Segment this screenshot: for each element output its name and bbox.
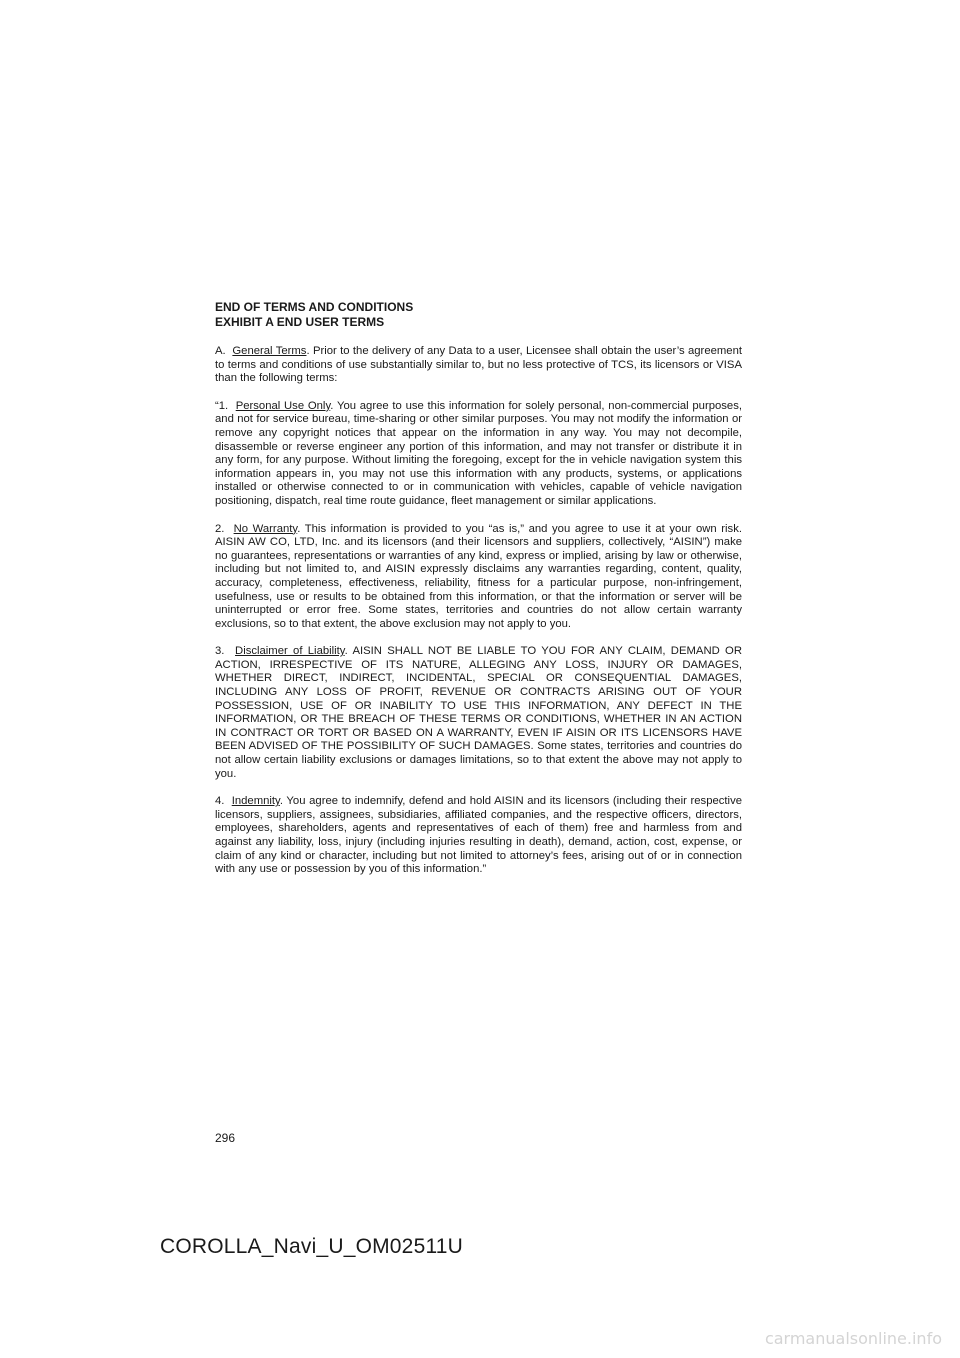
paragraph-indemnity <box>215 795 742 877</box>
paragraph-prefix: 3. <box>215 645 225 658</box>
term-personal-use-only: Personal Use Only <box>235 399 331 412</box>
page-number: 296 <box>215 1131 236 1145</box>
paragraph-no-warranty <box>215 523 742 632</box>
paragraph-text: . You agree to indemnify, defend and hold AISIN and its licensors (including their respective licensors, suppliers, assignees, subsidiaries, affiliated companies, and the respective officers, directors, employees, shareholders, agents and representatives of each of them) free and harmless from and against any liability, loss, injury (including injuries resulting in death), demand, action, cost, expense, or claim of any kind or character, including but not limited to attorney’s fees, arising out of or in connection with any use or possession by you of this information.” <box>215 795 742 876</box>
document-code: COROLLA_Navi_U_OM02511U <box>160 1235 464 1258</box>
paragraph-text: . This information is provided to you “as is,” and you agree to use it at your own risk. AISIN AW CO, LTD, Inc. and its licensors (and their licensors and suppliers, collectively, “AISIN”) make no guarantees, representations or warranties of any kind, express or implied, arising by law or otherwise, including but not limited to, and AISIN expressly disclaims any warranties regarding, content, quality, accuracy, completeness, effectiveness, reliability, fitness for a particular purpose, non-infringement, usefulness, use or results to be obtained from this information, or that the information or server will be uninterrupted or error free. Some states, territories and countries do not allow certain warranty exclusions, so to that extent, the above exclusion may not apply to you. <box>215 522 742 630</box>
paragraph-prefix: 4. <box>215 795 225 808</box>
paragraph-personal-use <box>215 400 742 509</box>
heading-end-of-terms: END OF TERMS AND CONDITIONS <box>215 300 414 314</box>
paragraph-text: . Prior to the delivery of any Data to a user, Licensee shall obtain the user’s agreement to terms and conditions of use substantially similar to, but no less protective of TCS, its licensors or VISA than the following terms: <box>215 345 742 385</box>
term-general-terms: General Terms <box>232 345 307 357</box>
paragraph-general-terms <box>215 345 742 386</box>
term-no-warranty: No Warranty <box>233 522 298 535</box>
paragraph-prefix: 2. <box>215 522 225 535</box>
heading-exhibit-a: EXHIBIT A END USER TERMS <box>215 315 385 329</box>
paragraph-prefix: “1. <box>215 399 229 412</box>
term-disclaimer-of-liability: Disclaimer of Liability <box>235 645 345 658</box>
document-body <box>215 300 742 891</box>
paragraph-text: . You agree to use this information for solely personal, non-commercial purposes, and not for service bureau, time-sharing or other similar purposes. You may not modify the information or remove any copyright notices that appear on the information in any way. You may not decompile, disassemble or reverse engineer any portion of this information, and may not transfer or distribute it in any form, for any purpose. Without limiting the foregoing, except for the in vehicle navigation system this information appears in, you may not use this information with any products, systems, or applications installed or otherwise connected to or in communication with vehicles, capable of vehicle navigation positioning, dispatch, real time route guidance, fleet management or similar applications. <box>215 399 743 507</box>
paragraph-prefix: A. <box>215 345 226 357</box>
term-indemnity: Indemnity <box>231 795 280 808</box>
watermark: carmanualsonline.info <box>764 1329 942 1348</box>
spacer <box>215 330 742 345</box>
paragraph-disclaimer <box>215 645 742 781</box>
paragraph-text: . AISIN SHALL NOT BE LIABLE TO YOU FOR ANY CLAIM, DEMAND OR ACTION, IRRESPECTIVE OF ITS NATURE, ALLEGING ANY LOSS, INJURY OR DAMAGES, WHETHER DIRECT, INDIRECT, INCIDENTAL, SPECIAL OR CONSEQUENTIAL DAMAGES, INCLUDING ANY LOSS OF PROFIT, REVENUE OR CONTRACTS ARISING OUT OF YOUR POSSESSION, USE OF OR INABILITY TO USE THIS INFORMATION, ANY DEFECT IN THE INFORMATION, OR THE BREACH OF THESE TERMS OR CONDITIONS, WHETHER IN AN ACTION IN CONTRACT OR TORT OR BASED ON A WARRANTY, EVEN IF AISIN OR ITS LICENSORS HAVE BEEN ADVISED OF THE POSSIBILITY OF SUCH DAMAGES. Some states, territories and countries do not allow certain liability exclusions or damages limitations, so to that extent the above may not apply to you. <box>215 645 743 780</box>
